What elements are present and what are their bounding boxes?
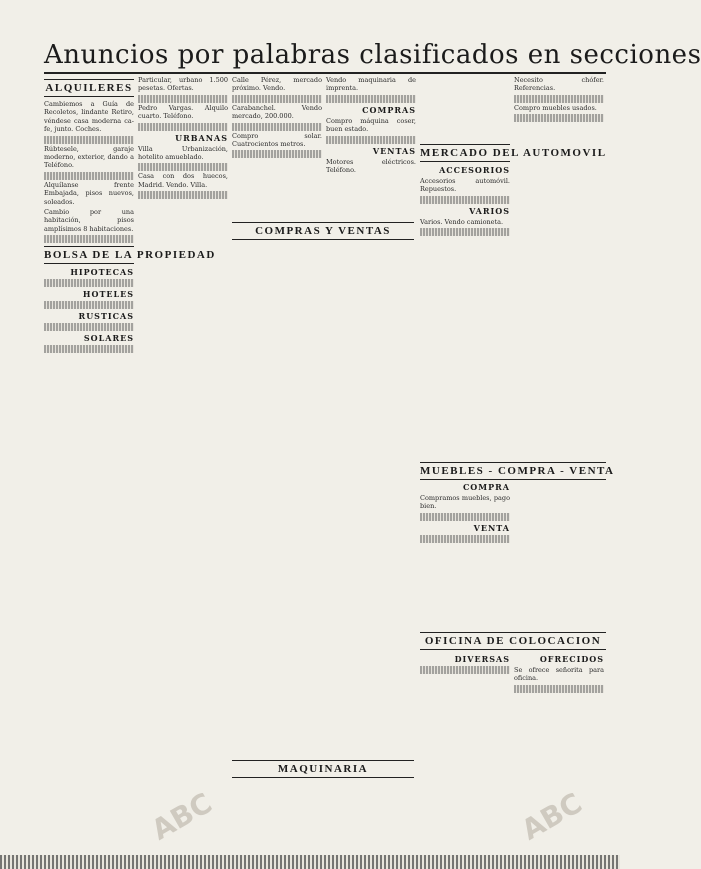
column-4 [326,76,416,176]
list-item: Se ofrece señorita para oficina. [514,666,604,683]
list-item: Compro solar. Cuatrocientos metros. [232,131,322,149]
list-item: Motores eléctricos. Teléfono. [326,157,416,175]
unreadable-line [44,345,134,353]
list-item: Compro máquina coser, buen estado. [326,116,416,134]
subhead-compras: COMPRAS [362,104,416,115]
column-6 [514,76,604,123]
subhead-varios: VARIOS [469,205,510,216]
subhead-compra: COMPRA [462,482,510,492]
list-item: Casa con dos huecos, Madrid. Vendo. Villa. [138,172,228,189]
section-mercado-automovil: MERCADO DEL AUTOMOVIL [420,144,510,162]
list-item: Vendo maquinaria de imprenta. [326,76,416,93]
unreadable-line [420,535,510,543]
title-rule [44,72,606,74]
section-oficina: OFICINA DE COLOCACION [420,632,606,650]
unreadable-line [232,150,322,158]
list-item: Alquílanse frente Embajada, pisos nuevos, soleados. [44,180,134,206]
unreadable-line [232,95,322,103]
list-item: Rúbtesele, garaje moderno, exterior, dando a Teléfono. [44,144,134,170]
watermark-stamp: ABC [516,786,588,847]
unreadable-line [44,323,134,331]
subhead-hoteles: HOTELES [82,289,134,300]
list-item: Villa Urbanización, hotelito amueblado. [138,144,228,162]
unreadable-line [514,95,604,103]
section-alquileres: ALQUILERES [44,79,134,97]
unreadable-line [420,513,510,521]
unreadable-line [138,163,228,171]
section-bolsa: BOLSA DE LA PROPIEDAD [44,246,134,264]
list-item: Cambiemos a Guía de Recoletos, lindante Retiro, véndese casa moderna ca-fe, junto. Coches. [44,100,134,134]
subhead-diversas: DIVERSAS [454,654,510,664]
subhead-hipotecas: HIPOTECAS [70,267,134,278]
column-5-oficina [420,652,510,675]
subhead-ventas: VENTAS [372,145,416,156]
list-item: Accesorios automóvil. Repuestos. [420,177,510,194]
unreadable-line [44,235,134,243]
subhead-rusticas: RUSTICAS [78,311,134,322]
unreadable-line [138,95,228,103]
unreadable-line [138,191,228,199]
subhead-venta: VENTA [473,522,510,533]
unreadable-line [514,114,604,122]
page-bottom-edge [0,855,620,869]
section-compras-ventas: COMPRAS Y VENTAS [232,222,414,240]
column-6-oficina [514,652,604,694]
list-item: Particular, urbano 1.500 pesetas. Ofertas. [138,76,228,93]
list-item: Calle Pérez, mercado próximo. Vendo. [232,76,322,93]
page-title: Anuncios por palabras clasificados en secciones [44,40,701,70]
unreadable-line [420,666,510,674]
subhead-urbanas: URBANAS [175,132,228,143]
unreadable-line [420,196,510,204]
subhead-ofrecidos: OFRECIDOS [539,654,604,664]
list-item: Varios. Vendo camioneta. [420,217,504,226]
unreadable-line [326,95,416,103]
column-2 [138,76,228,200]
section-maquinaria: MAQUINARIA [232,760,414,778]
unreadable-line [44,279,134,287]
unreadable-line [138,123,228,131]
list-item: Necesito chófer. Referencias. [514,76,604,93]
unreadable-line [44,136,134,144]
subhead-accesorios: ACCESORIOS [439,165,510,175]
unreadable-line [44,301,134,309]
unreadable-line [420,228,510,236]
unreadable-line [232,123,322,131]
subhead-solares: SOLARES [83,333,134,344]
unreadable-line [326,136,416,144]
unreadable-line [514,685,604,693]
list-item: Compro muebles usados. [514,103,597,112]
watermark-stamp: ABC [146,786,218,847]
unreadable-line [44,172,134,180]
list-item: Carabanchel. Vendo mercado, 200.000. [232,103,322,121]
column-3 [232,76,322,159]
column-5-lower [420,480,510,544]
list-item: Compramos muebles, pago bien. [420,494,510,511]
section-muebles: MUEBLES - COMPRA - VENTA [420,462,606,480]
list-item: Pedro Vargas. Alquilo cuarto. Teléfono. [138,103,228,121]
list-item: Cambio por una habitación, pisos amplísimos 8 habitaciones. [44,208,134,233]
